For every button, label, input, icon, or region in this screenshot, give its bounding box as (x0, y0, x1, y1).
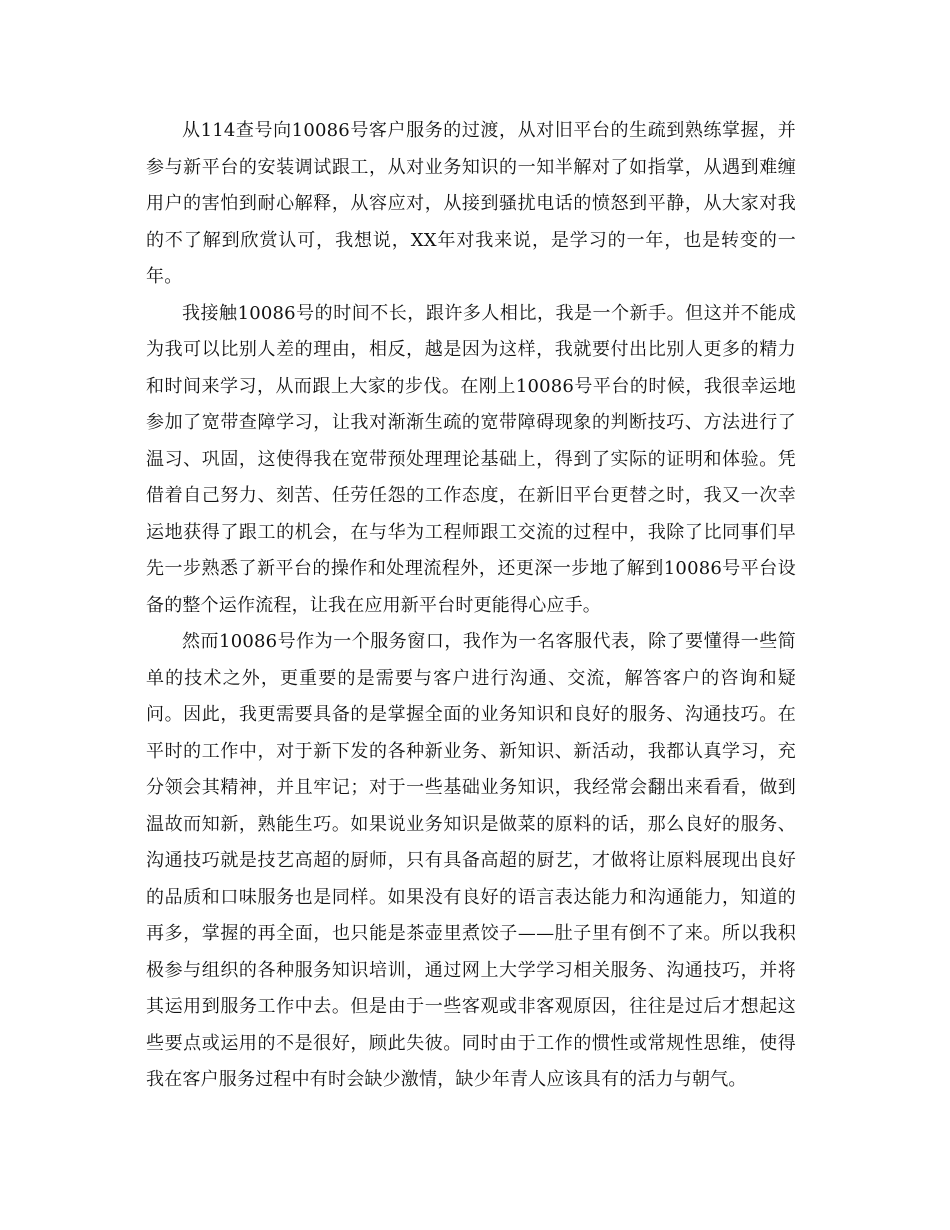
paragraph-1: 从114查号向10086号客户服务的过渡，从对旧平台的生疏到熟练掌握，并参与新平台的安装调试跟工，从对业务知识的一知半解对了如指掌，从遇到难缠用户的害怕到耐心解释，从容应对，从接到骚扰电话的愤怒到平静，从大家对我的不了解到欣赏认可，我想说，XX年对我来说，是学习的一年，也是转变的一年。 (146, 120, 796, 287)
paragraph-3: 然而10086号作为一个服务窗口，我作为一名客服代表，除了要懂得一些简单的技术之外，更重要的是需要与客户进行沟通、交流，解答客户的咨询和疑问。因此，我更需要具备的是掌握全面的业务知识和良好的服务、沟通技巧。在平时的工作中，对于新下发的各种新业务、新知识、新活动，我都认真学习，充分领会其精神，并且牢记；对于一些基础业务知识，我经常会翻出来看看，做到温故而知新，熟能生巧。如果说业务知识是做菜的原料的话，那么良好的服务、沟通技巧就是技艺高超的厨师，只有具备高超的厨艺，才做将让原料展现出良好的品质和口味服务也是同样。如果没有良好的语言表达能力和沟通能力，知道的再多，掌握的再全面，也只能是茶壶里煮饺子——肚子里有倒不了来。所以我积极参与组织的各种服务知识培训，通过网上大学学习相关服务、沟通技巧，并将其运用到服务工作中去。但是由于一些客观或非客观原因，往往是过后才想起这些要点或运用的不是很好，顾此失彼。同时由于工作的惯性或常规性思维，使得我在客户服务过程中有时会缺少激情，缺少年青人应该具有的活力与朝气。 (146, 631, 796, 1090)
paragraph-2: 我接触10086号的时间不长，跟许多人相比，我是一个新手。但这并不能成为我可以比别人差的理由，相反，越是因为这样，我就要付出比别人更多的精力和时间来学习，从而跟上大家的步伐。在刚上10086号平台的时候，我很幸运地参加了宽带查障学习，让我对渐渐生疏的宽带障碍现象的判断技巧、方法进行了温习、巩固，这使得我在宽带预处理理论基础上，得到了实际的证明和体验。凭借着自己努力、刻苦、任劳任怨的工作态度，在新旧平台更替之时，我又一次幸运地获得了跟工的机会，在与华为工程师跟工交流的过程中，我除了比同事们早先一步熟悉了新平台的操作和处理流程外，还更深一步地了解到10086号平台设备的整个运作流程，让我在应用新平台时更能得心应手。 (146, 302, 796, 616)
document-body (146, 113, 796, 1099)
